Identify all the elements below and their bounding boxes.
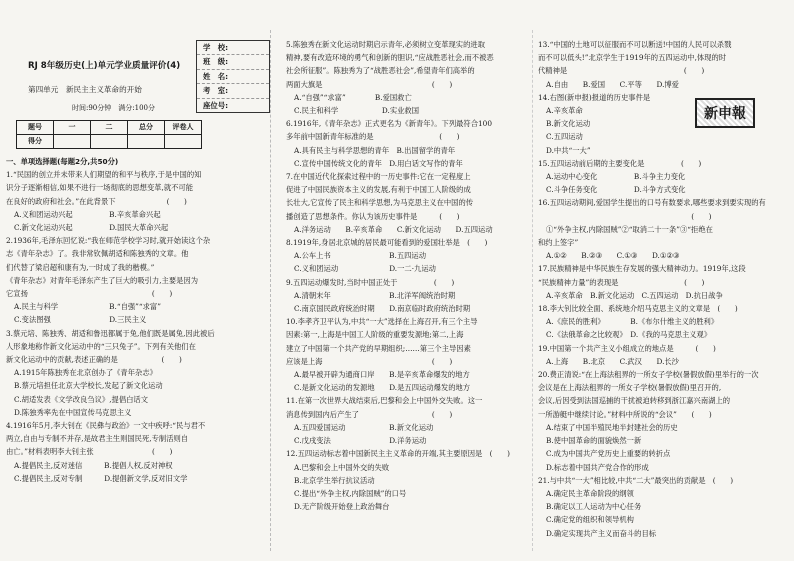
column-1: [6, 30, 254, 485]
question-line: 应该是上海 ( ): [286, 356, 453, 366]
column-divider: [532, 30, 533, 551]
question-line: 因素:第一,上海是中国工人阶级的重要发源地;第二,上海: [286, 330, 464, 340]
question-line: A.1915年陈独秀在北京创办了《青年杂志》: [14, 368, 157, 378]
question-line: 18.李大钊比较全面、系统地介绍马克思主义的文章是 ( ): [538, 304, 738, 314]
score-table-header: 题号: [17, 120, 54, 134]
student-field[interactable]: 座位号:: [203, 100, 229, 110]
score-table-header: 二: [91, 120, 128, 134]
question-line: 会议,后因受到法国巡捕的干扰被迫转移到浙江嘉兴南湖上的: [538, 396, 731, 406]
question-line: 建立了中国第一个共产党的早期组织;……第三个主导因素: [286, 343, 471, 353]
question-line: 14.右图(新申报)报道的历史事件是: [538, 92, 651, 102]
question-line: C.南京国民政府统治时期 D.南京临时政府统治时期: [294, 304, 471, 314]
time-score-line: 时间:90分钟 满分:100分: [72, 104, 155, 113]
question-line: B.确定以工人运动为中心任务: [546, 502, 642, 512]
score-cell[interactable]: [165, 134, 202, 148]
question-line: A.辛亥革命: [546, 106, 583, 116]
question-line: B.新文化运动: [546, 119, 591, 129]
question-line: A.提倡民主,反对迷信 B.提倡人权,反对神权: [14, 460, 173, 470]
question-line: 《青年杂志》对青年毛泽东产生了巨大的吸引力,主要是因为: [6, 275, 199, 285]
score-table-header: 一: [54, 120, 91, 134]
question-line: 由亡。”材料表明李大钊主张 ( ): [6, 447, 173, 457]
questions-column-2: [286, 38, 530, 513]
question-line: 2.1936年,毛泽东回忆说:“我在师范学校学习时,就开始读这个杂: [6, 236, 211, 246]
question-line: 播创造了思想条件。你认为该历史事件是 ( ): [286, 211, 460, 221]
score-row-label[interactable]: 得分: [17, 134, 54, 148]
question-line: C.新文化运动兴起 D.国民大革命兴起: [14, 223, 169, 233]
question-line: C.宣传中国传统文化的青年 D.用白话文写作的青年: [294, 158, 463, 168]
question-line: 3.蔡元培、陈独秀、胡适和鲁迅都属于兔,他们既是属兔,因此被后: [6, 328, 215, 338]
score-table-header: 评卷人: [165, 120, 202, 134]
question-line: B.使中国革命的面貌焕然一新: [546, 436, 642, 446]
question-line: 而不可以低头!”北京学生于1919年的五四运动中,体现的时: [538, 53, 727, 63]
question-line: C.提出“外争主权,内除国贼”的口号: [294, 488, 407, 498]
exam-title: RJ 8年级历史(上)单元学业质量评价(4): [28, 61, 181, 71]
question-line: 4.1916年5月,李大钊在《民彝与政治》一文中疾呼:“民与君不: [6, 421, 206, 431]
question-line: C.是新文化运动的发源地 D.是五四运动爆发的地方: [294, 383, 471, 393]
question-line: A.义和团运动兴起 B.辛亥革命兴起: [14, 209, 161, 219]
question-line: A.巴黎和会上中国外交的失败: [294, 462, 390, 472]
score-cell[interactable]: [91, 134, 128, 148]
newspaper-masthead-image: 新申報: [695, 98, 755, 128]
question-line: 会议是在上海法租界的一所女子学校(暑假放假)里召开的,: [538, 383, 722, 393]
question-line: 消息传到国内后产生了 ( ): [286, 409, 453, 419]
question-line: 代精神是 ( ): [538, 66, 705, 76]
question-line: 10.李孝齐卫平认为,中共“一大”选择在上海召开,有三个主导: [286, 317, 478, 327]
question-line: 11.在第一次世界大战结束后,巴黎和会上中国外交失败。这一: [286, 396, 483, 406]
unit-heading: 第四单元 新民主主义革命的开始: [28, 85, 142, 95]
question-line: A.具有民主与科学思想的青年 B.出国留学的青年: [294, 145, 456, 155]
question-line: 13.“中国的土地可以征服而不可以断送!中国的人民可以杀戮: [538, 40, 732, 49]
question-line: 两立,自由与专制不并存,是故君主生则国民死,专制活则自: [6, 434, 189, 444]
question-line: 们代替了梁启超和康有为,一时成了我的楷模。”: [6, 262, 155, 272]
question-line: 它宣扬 ( ): [6, 289, 173, 299]
question-line: 5.陈独秀在新文化运动时期启示青年,必须树立变革现实的进取: [286, 40, 485, 49]
student-field[interactable]: 姓 名:: [197, 70, 269, 84]
student-field[interactable]: 考 室:: [197, 84, 269, 98]
question-line: 20.费正清说:“在上海法租界的一所女子学校(暑假放假)里举行的一次: [538, 370, 759, 380]
question-line: “民族精神力量”的表现是 ( ): [538, 277, 705, 287]
question-line: D.无产阶级开始登上政治舞台: [294, 502, 390, 512]
question-line: 7.在中国近代化探索过程中的一历史事件:它在一定程度上: [286, 172, 471, 182]
question-line: 精神,要有改造环境的勇气和创新的胆识,“应战胜恶社会,而不被恶: [286, 53, 494, 63]
question-line: C.成为中国共产党历史上重要的转折点: [546, 449, 671, 459]
question-line: A.自由 B.爱国 C.平等 D.博爱: [546, 79, 679, 89]
score-table: [16, 120, 202, 149]
student-field[interactable]: 学 校:: [197, 41, 269, 55]
question-line: 新文化运动中的贡献,表述正确的是 ( ): [6, 355, 182, 365]
question-line: 识分子逐渐相信,如果不进行一场彻底的思想变革,就不可能: [6, 183, 194, 193]
column-divider: [270, 30, 271, 551]
question-line: A.洋务运动 B.辛亥革命 C.新文化运动 D.五四运动: [294, 224, 493, 234]
question-line: A.“自强”“求富” B.爱国救亡: [294, 92, 412, 102]
question-line: A.上海 B.北京 C.武汉 D.长沙: [546, 356, 679, 366]
question-line: A.五四爱国运动 B.新文化运动: [294, 422, 434, 432]
question-line: 长壮大,它宣传了民主和科学思想,为马克思主义在中国的传: [286, 198, 474, 208]
question-line: C.确定党的组织和领导机构: [546, 515, 634, 525]
score-table-header: 总分: [128, 120, 165, 134]
question-line: C.五四运动: [546, 132, 583, 142]
section-heading: 一、单项选择题(每题2分,共50分): [6, 157, 119, 167]
question-line: A.《庶民的胜利》 B.《布尔什维主义的胜利》: [546, 317, 719, 327]
question-line: A.最早被开辟为通商口岸 B.是辛亥革命爆发的地方: [294, 370, 470, 380]
question-line: 8.1919年,身居北京城的居民最可能看到的爱国壮举是 ( ): [286, 238, 488, 248]
question-line: C.《法俄革命之比较观》 D.《我的马克思主义观》: [546, 330, 712, 340]
question-line: 人形象地称作新文化运动中的“三只兔子”。下列有关他们在: [6, 341, 196, 351]
question-line: 15.五四运动前后期的主要变化是 ( ): [538, 158, 702, 168]
question-line: A.辛亥革命 B.新文化运动 C.五四运动 D.抗日战争: [546, 290, 723, 300]
column-2: [286, 38, 530, 513]
question-line: A.确定民主革命阶段的纲领: [546, 488, 634, 498]
question-line: 社会所征服”。陈独秀为了“战胜恶社会”,希望青年们高举的: [286, 66, 475, 76]
question-line: 9.五四运动爆发时,当时中国正处于 ( ): [286, 277, 455, 287]
question-line: C.变法图强 D.三民主义: [14, 315, 147, 325]
question-line: 两面大旗是 ( ): [286, 79, 453, 89]
question-line: A.民主与科学 B.“自强”“求富”: [14, 302, 161, 312]
question-line: ①“外争主权,内除国贼”②“取消二十一条”③“拒绝在: [546, 224, 713, 234]
score-cell[interactable]: [54, 134, 91, 148]
question-line: B.蔡元培担任北京大学校长,发起了新文化运动: [14, 381, 163, 391]
question-line: C.胡适发表《文学改良刍议》,提倡白话文: [14, 394, 149, 404]
question-line: 16.五四运动期间,爱国学生提出的口号有数要求,哪些要求到要实现的有: [538, 198, 766, 208]
question-line: B.北京学生举行抗议活动: [294, 475, 375, 485]
question-line: ( ): [538, 211, 712, 221]
score-cell[interactable]: [128, 134, 165, 148]
question-line: C.义和团运动 D.一二·九运动: [294, 264, 436, 274]
question-line: 6.1916年,《青年杂志》正式更名为《新青年》。下列最符合100: [286, 119, 492, 129]
question-line: 12.五四运动标志着中国新民主主义革命的开端,其主要原因是 ( ): [286, 449, 510, 459]
question-line: 志《青年杂志》了。我非常钦佩胡适和陈独秀的文章。他: [6, 249, 189, 259]
question-line: 多年前中国新青年标准的是 ( ): [286, 132, 460, 142]
question-line: 促进了中国民族资本主义的发展,有利于中国工人阶级的成: [286, 185, 471, 195]
student-field[interactable]: 班 级:: [197, 55, 269, 69]
question-line: 17.民族精神是中华民族生存发展的强大精神动力。1919年,这段: [538, 264, 746, 274]
question-line: 一所游艇中继续讨论。”材料中所说的“会议” ( ): [538, 409, 712, 419]
question-line: 21.与中共“一大”相比较,中共“二大”最突出的贡献是 ( ): [538, 475, 734, 485]
question-line: C.戊戌变法 D.洋务运动: [294, 436, 427, 446]
question-line: D.陈独秀率先在中国宣传马克思主义: [14, 407, 132, 417]
question-line: D.确定实现共产主义而奋斗的目标: [546, 528, 657, 538]
question-line: A.公车上书 B.五四运动: [294, 251, 427, 261]
question-line: D.中共“一大”: [546, 145, 591, 155]
question-line: 和约上签字”: [538, 238, 579, 248]
question-line: C.民主和科学 D.实业救国: [294, 106, 420, 116]
question-line: A.清朝末年 B.北洋军阀统治时期: [294, 290, 456, 300]
question-line: C.斗争任务变化 D.斗争方式变化: [546, 185, 686, 195]
questions-column-1: [6, 168, 254, 485]
question-line: A.运动中心变化 B.斗争主力变化: [546, 172, 686, 182]
question-line: 1.“民国的创立并未带来人们期望的和平与秩序,于是中国的知: [6, 170, 202, 180]
question-line: A.结束了中国半殖民地半封建社会的历史: [546, 422, 678, 432]
question-line: C.提倡民主,反对专制 D.提倡新文学,反对旧文学: [14, 473, 188, 483]
question-line: 在良好的政府和社会。”在此背景下 ( ): [6, 196, 187, 206]
question-line: A.①② B.②③ C.①③ D.①②③: [546, 251, 680, 261]
question-line: D.标志着中国共产党合作的形成: [546, 462, 649, 472]
question-line: 19.中国第一个共产主义小组成立的地点是 ( ): [538, 343, 716, 353]
